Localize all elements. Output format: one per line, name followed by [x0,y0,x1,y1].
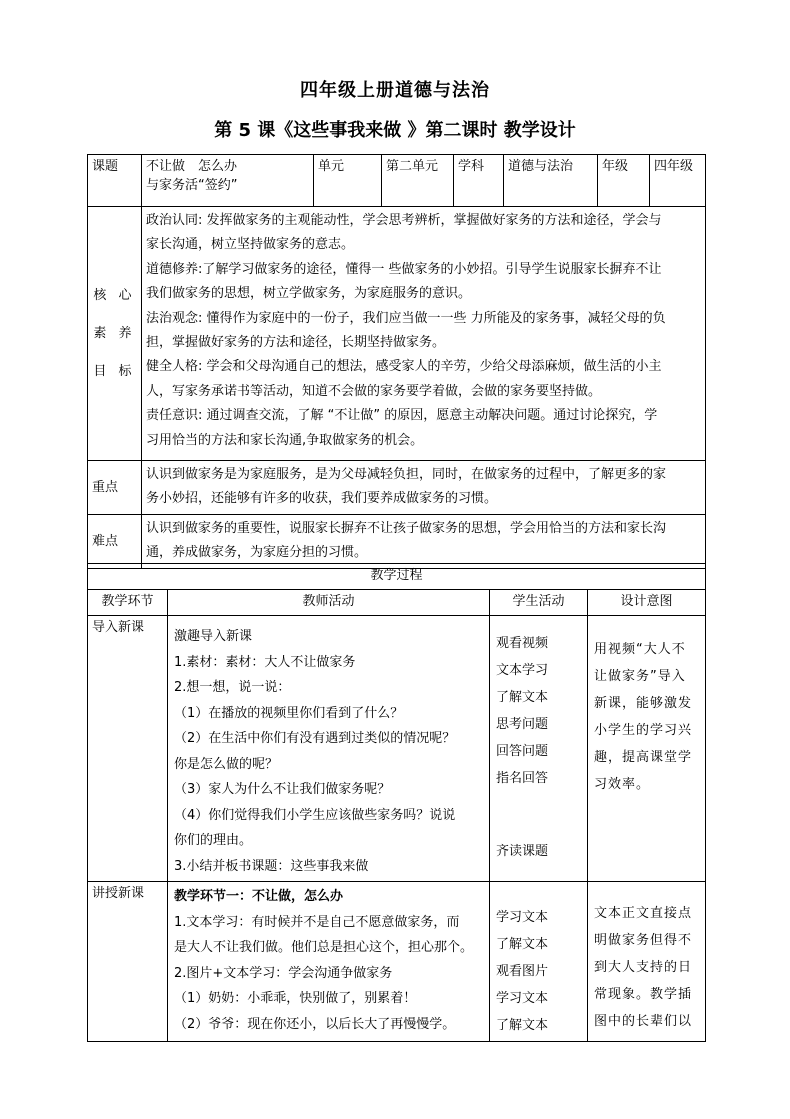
header-student: 学生活动 [490,590,588,616]
teacher-line: （1）奶奶：小乖乖，快别做了，别累着！ [174,991,417,1006]
student-line: 观看图片 [496,964,549,979]
teacher-line: （2）在生活中你们有没有遇到过类似的情况呢？ [174,731,456,746]
unit-label: 单元 [314,155,382,207]
intent-line: 让做家务”导入 [594,669,686,684]
topic-value-line2: 与家务活“签约” [146,178,238,193]
intent-line: 到大人支持的日 [594,960,693,975]
core-line: 法治观念: 懂得作为家庭中的一份子，我们应当做一一些 力所能及的家务事，减轻父母的负 [146,310,666,326]
header-stage: 教学环节 [88,590,168,616]
teacher-line: （1）在播放的视频里你们看到了什么？ [174,705,404,721]
difficulty-line: 认识到做家务的重要性，说服家长摒弃不让孩子做家务的思想，学会用恰当的方法和家长沟 [146,520,667,536]
student-line: 学习文本 [496,991,549,1006]
key-points-label: 重点 [88,461,142,515]
intent-line: 常现象。教学插 [594,987,693,1002]
core-label-line1: 核 心 [93,287,136,303]
student-line: 了解文本 [496,1018,549,1033]
key-points-content [142,461,706,515]
student-line: 齐读课题 [496,844,549,859]
subject-label: 学科 [454,155,504,207]
student-line: 指名回答 [496,771,549,786]
intro-teacher-activity [168,616,490,882]
core-line: 人，写家务承诺书等活动，知道不会做的家务要学着做，会做的家务要坚持做。 [146,383,602,399]
core-goals-content [142,207,706,461]
core-line: 责任意识: 通过调查交流，了解 “不让做” 的原因，愿意主动解决问题。通过讨论探究，学 [146,408,658,424]
grade-value: 四年级 [650,155,706,207]
teacher-line: 1.文本学习：有时候并不是自己不愿意做家务，而 [174,914,460,930]
teacher-line: 激趣导入新课 [174,629,253,644]
subject-value: 道德与法治 [504,155,598,207]
student-line: 了解文本 [496,690,549,705]
lecture-stage: 讲授新课 [88,882,168,1042]
topic-label: 课题 [88,155,142,207]
document-subtitle: 第 5 课《这些事我来做 》第二课时 教学设计 [214,120,576,141]
unit-value: 第二单元 [382,155,454,207]
document-title: 四年级上册道德与法治 [300,80,490,101]
difficulty-line: 通，养成做家务，为家庭分担的习惯。 [146,545,368,561]
intro-student-activity [490,616,588,882]
intro-stage: 导入新课 [88,616,168,882]
teacher-line: （4）你们觉得我们小学生应该做些家务吗？说说 [174,807,456,823]
student-line: 文本学习 [496,663,549,678]
core-line: 政治认同: 发挥做家务的主观能动性，学会思考辨析，掌握做好家务的方法和途径，学会与 [146,213,662,228]
header-teacher: 教师活动 [168,590,490,616]
intent-line: 明做家务但得不 [594,933,693,948]
teacher-line: 3.小结并板书课题：这些事我来做 [174,858,369,874]
student-line: 观看视频 [496,636,549,651]
intent-line: 文本正文直接点 [594,906,693,921]
lecture-student-activity [490,882,588,1042]
intent-line: 用视频“大人不 [594,642,686,657]
core-line: 担，掌握做好家务的方法和途径，长期坚持做家务。 [146,335,446,351]
grade-label: 年级 [598,155,650,207]
teacher-line: （2）爷爷：现在你还小，以后长大了再慢慢学。 [174,1016,456,1032]
intent-line: 图中的长辈们以 [594,1014,693,1029]
topic-value-line1: 不让做 怎么办 [146,159,238,174]
teaching-process-table [87,563,706,1042]
student-line: 学习文本 [496,910,549,925]
student-line: 回答问题 [496,744,549,759]
teacher-line: 你们的理由。 [174,833,253,848]
intent-line: 习效率。 [594,777,651,792]
intent-line: 小学生的学习兴 [594,723,693,738]
intent-line: 新课，能够激发 [594,696,693,711]
core-label-line3: 目 标 [93,363,136,379]
core-line: 我们做家务的思想，树立学做家务，为家庭服务的意识。 [146,286,472,302]
lecture-heading: 教学环节一：不让做，怎么办 [174,889,344,904]
core-line: 习用恰当的方法和家长沟通,争取做家务的机会。 [146,432,424,448]
key-point-line: 务小妙招，还能够有许多的收获，我们要养成做家务的习惯。 [146,491,498,507]
core-line: 健全人格: 学会和父母沟通自己的想法，感受家人的辛劳，少给父母添麻烦，做生活的小主 [146,359,662,375]
header-intent: 设计意图 [588,590,706,616]
intent-line: 趣，提高课堂学 [594,750,693,765]
intro-design-intent [588,616,706,882]
lesson-info-table [87,154,706,569]
lecture-design-intent [588,882,706,1042]
core-line: 道德修养:了解学习做家务的途径，懂得一 些做家务的小妙招。引导学生说服家长摒弃不让 [146,261,662,277]
teacher-line: 2.图片+文本学习：学会沟通争做家务 [174,965,393,981]
difficulties-label: 难点 [88,514,142,568]
teacher-line: 2.想一想，说一说： [174,680,291,695]
difficulties-content [142,514,706,568]
student-line: 了解文本 [496,937,549,952]
core-label-line2: 素 养 [93,325,136,341]
process-title: 教学过程 [88,564,706,590]
topic-value [142,155,314,207]
core-line: 家长沟通，树立坚持做家务的意志。 [146,237,355,253]
teacher-line: 是大人不让我们做。他们总是担心这个，担心那个。 [174,940,474,955]
teacher-line: 1.素材：素材：大人不让做家务 [174,654,356,670]
student-line: 思考问题 [496,717,549,732]
core-goals-label [88,207,142,461]
lecture-teacher-activity [168,882,490,1042]
teacher-line: 你是怎么做的呢？ [174,756,279,772]
teacher-line: （3）家人为什么不让我们做家务呢？ [174,782,391,797]
key-point-line: 认识到做家务是为家庭服务，是为父母减轻负担，同时，在做家务的过程中，了解更多的家 [146,467,667,482]
